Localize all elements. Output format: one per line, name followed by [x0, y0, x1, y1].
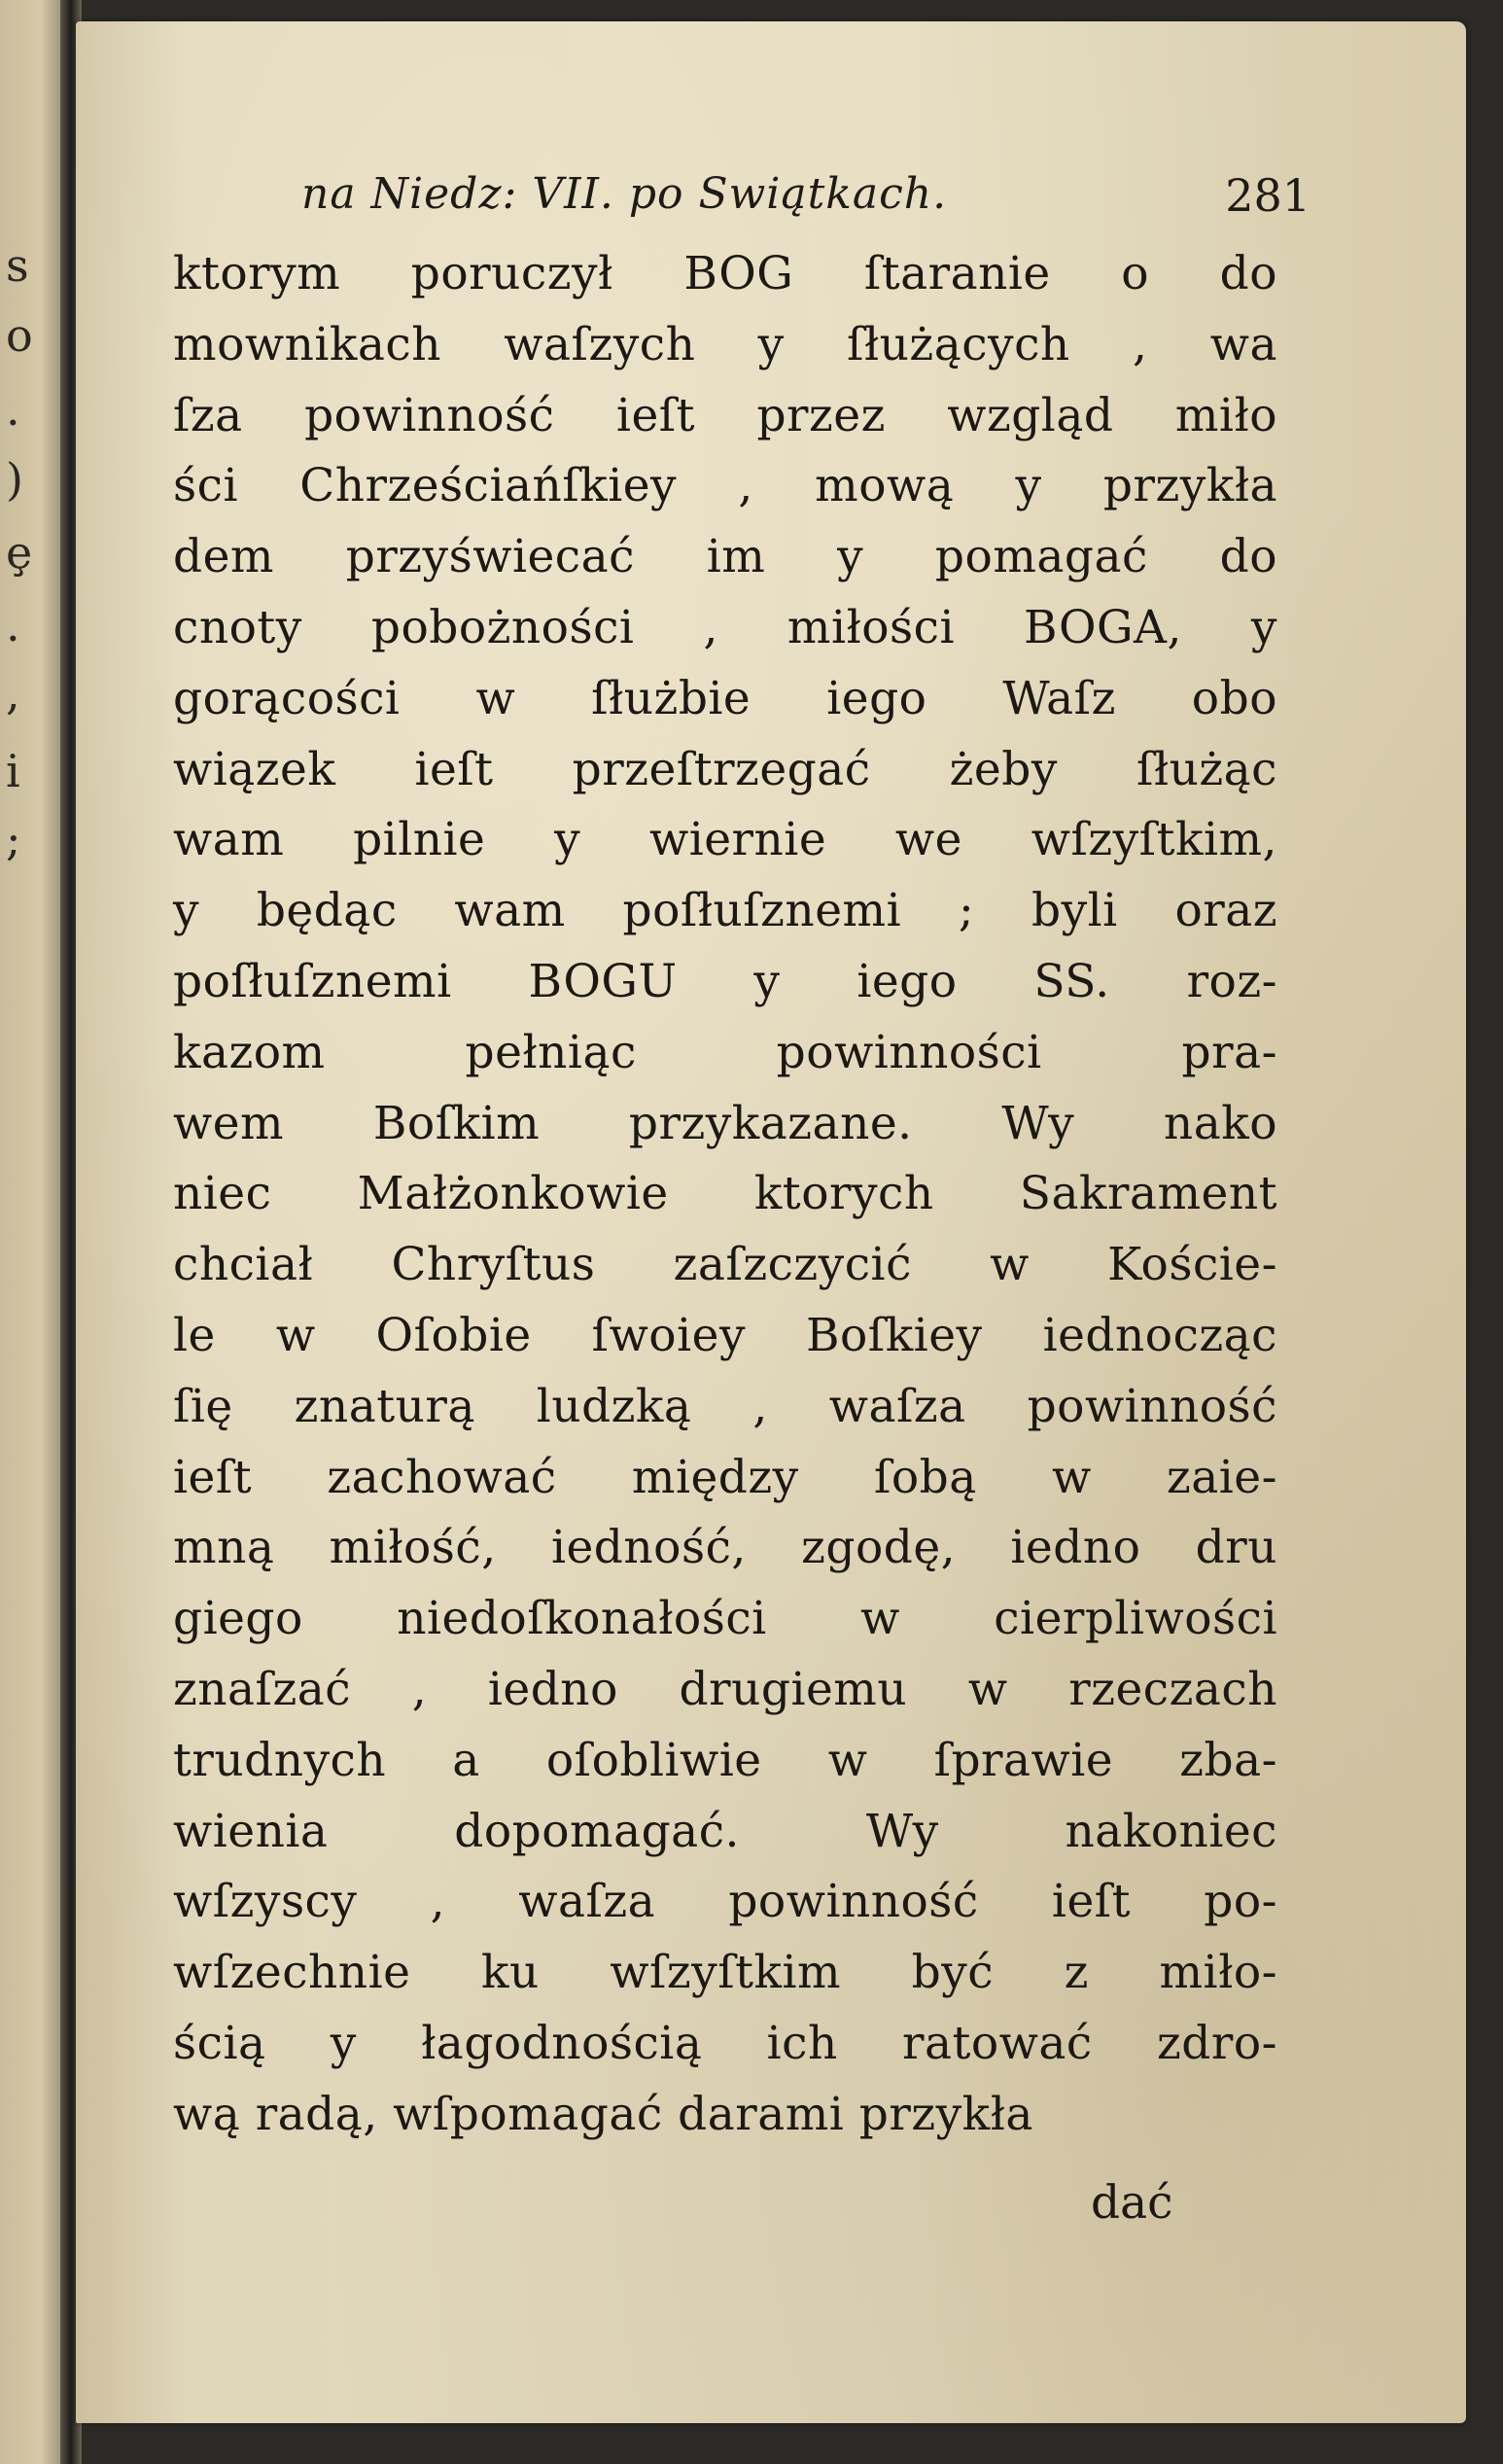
text-line: chciał Chryſtus zaſzczycić w Koście-	[173, 1238, 1277, 1292]
margin-fragment: o	[6, 309, 33, 362]
margin-fragment: )	[6, 453, 23, 506]
text-line: mną miłość, iedność, zgodę, iedno dru	[173, 1521, 1277, 1575]
text-line: ści Chrześciańſkiey , mową y przykła	[173, 459, 1277, 513]
margin-fragment: ,	[6, 667, 20, 720]
margin-fragment: s	[6, 239, 29, 292]
text-line: giego niedoſkonałości w cierpliwości	[173, 1592, 1277, 1646]
previous-page-edge	[0, 0, 68, 2464]
text-line: wam pilnie y wiernie we wſzyſtkim,	[173, 813, 1277, 867]
text-line: niec Małżonkowie ktorych Sakrament	[173, 1167, 1277, 1221]
text-line: poſłuſznemi BOGU y iego SS. roz-	[173, 954, 1277, 1008]
text-line: wſzechnie ku wſzyſtkim być z miło-	[173, 1946, 1277, 2000]
text-line: wienia dopomagać. Wy nakoniec	[173, 1804, 1277, 1858]
text-line: kazom pełniąc powinności pra-	[173, 1025, 1277, 1079]
text-line: wiązek ieſt przeſtrzegać żeby ſłużąc	[173, 742, 1277, 796]
text-line: ſię znaturą ludzką , waſza powinność	[173, 1379, 1277, 1433]
book-page	[76, 21, 1466, 2423]
text-line: y będąc wam poſłuſznemi ; byli oraz	[173, 884, 1277, 938]
page-number: 281	[1225, 169, 1311, 222]
body-text	[173, 239, 1277, 2151]
page-header	[231, 169, 1311, 228]
text-line: znaſzać , iedno drugiemu w rzeczach	[173, 1662, 1277, 1716]
margin-fragment: .	[6, 599, 20, 651]
text-line: ktorym poruczył BOG ſtaranie o do	[173, 247, 1277, 300]
text-line: ścią y łagodnością ich ratować zdro-	[173, 2016, 1277, 2070]
text-line: wą radą, wſpomagać darami przykła	[173, 2087, 1033, 2141]
catchword: dać	[1091, 2176, 1173, 2230]
text-line: ieſt zachować między ſobą w zaie-	[173, 1450, 1277, 1504]
text-line: cnoty pobożności , miłości BOGA, y	[173, 600, 1277, 654]
running-head: na Niedz: VII. po Swiątkach.	[301, 169, 948, 219]
text-line: wſzyscy , waſza powinność ieſt po-	[173, 1875, 1277, 1929]
text-line: gorącości w ſłużbie iego Waſz obo	[173, 671, 1277, 725]
margin-fragment: i	[6, 745, 20, 797]
text-line: trudnych a oſobliwie w ſprawie zba-	[173, 1733, 1277, 1787]
text-line: mownikach waſzych y ſłużących , wa	[173, 317, 1277, 371]
margin-fragment: ;	[6, 813, 21, 865]
text-line: le w Oſobie ſwoiey Boſkiey iednocząc	[173, 1308, 1277, 1362]
text-line: ſza powinność ieſt przez wzgląd miło	[173, 388, 1277, 442]
text-line: wem Boſkim przykazane. Wy nako	[173, 1096, 1277, 1150]
margin-fragment: ȩ	[6, 526, 33, 579]
margin-fragment: .	[6, 383, 20, 436]
text-line: dem przyświecać im y pomagać do	[173, 530, 1277, 584]
